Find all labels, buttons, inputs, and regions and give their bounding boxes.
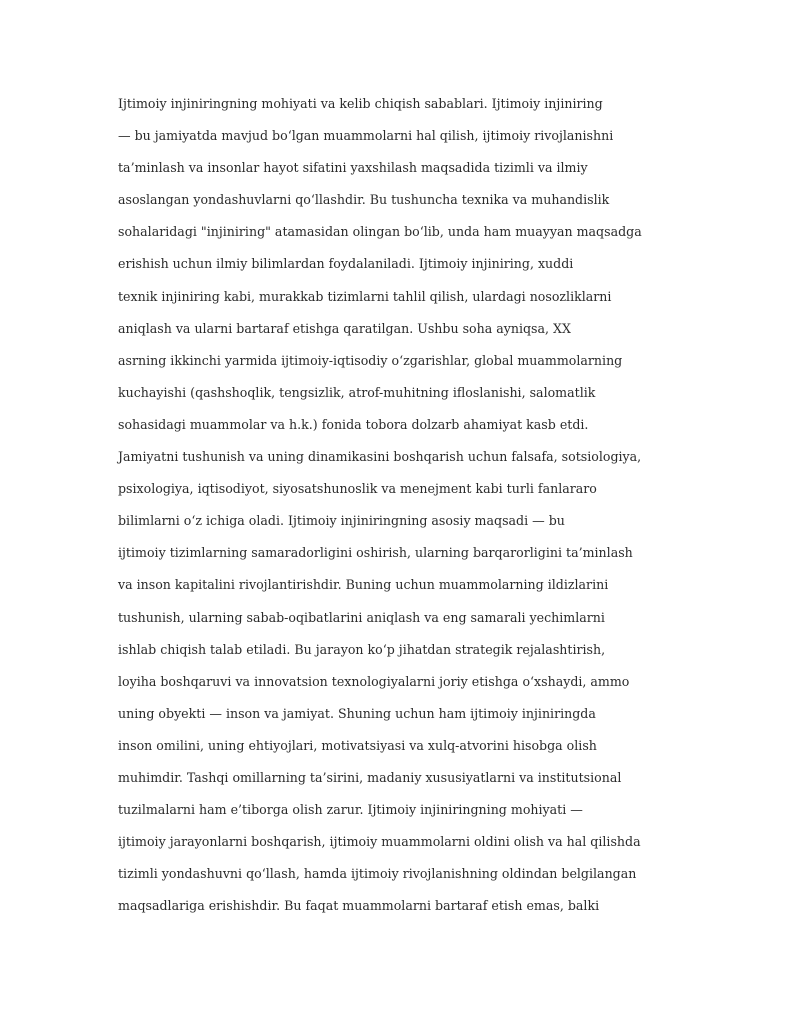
text-line: uning obyekti — inson va jamiyat. Shuning uchun ham ijtimoiy injiniringda [118,705,596,721]
text-line: maqsadlariga erishishdir. Bu faqat muammolarni bartaraf etish emas, balki [118,898,600,914]
text-line: — bu jamiyatda mavjud bo‘lgan muammolarni hal qilish, ijtimoiy rivojlanishni [118,128,614,144]
text-line: sohalaridagi "injiniring" atamasidan olingan bo‘lib, unda ham muayyan maqsadga [118,224,642,240]
text-line: asrning ikkinchi yarmida ijtimoiy-iqtisodiy o‘zgarishlar, global muammolarning [118,352,623,368]
text-line: Ijtimoiy injiniringning mohiyati va kelib chiqish sabablari. Ijtimoiy injiniring [118,96,603,111]
text-line: asoslangan yondashuvlarni qo‘llashdir. Bu tushuncha texnika va muhandislik [118,192,610,208]
text-line: sohasidagi muammolar va h.k.) fonida tobora dolzarb ahamiyat kasb etdi. [118,416,589,432]
body-paragraph [118,88,642,922]
text-line: aniqlash va ularni bartaraf etishga qaratilgan. Ushbu soha ayniqsa, XX [118,320,571,336]
text-line: erishish uchun ilmiy bilimlardan foydalaniladi. Ijtimoiy injiniring, xuddi [118,256,574,272]
text-line: tuzilmalarni ham e’tiborga olish zarur. Ijtimoiy injiniringning mohiyati — [118,802,583,818]
text-line: va inson kapitalini rivojlantirishdir. Buning uchun muammolarning ildizlarini [118,577,609,593]
text-line: ijtimoiy jarayonlarni boshqarish, ijtimoiy muammolarni oldini olish va hal qilishda [118,834,641,850]
text-line: Jamiyatni tushunish va uning dinamikasini boshqarish uchun falsafa, sotsiologiya, [118,449,642,465]
text-line: inson omilini, uning ehtiyojlari, motivatsiyasi va xulq-atvorini hisobga olish [118,737,597,753]
text-line: muhimdir. Tashqi omillarning ta’sirini, madaniy xususiyatlarni va institutsional [118,769,622,785]
text-line: ishlab chiqish talab etiladi. Bu jarayon ko‘p jihatdan strategik rejalashtirish, [118,641,606,657]
text-line: tizimli yondashuvni qo‘llash, hamda ijtimoiy rivojlanishning oldindan belgilangan [118,866,637,882]
text-line: ijtimoiy tizimlarning samaradorligini oshirish, ularning barqarorligini ta’minlash [118,545,633,561]
text-line: bilimlarni o‘z ichiga oladi. Ijtimoiy injiniringning asosiy maqsadi — bu [118,513,565,529]
text-line: tushunish, ularning sabab-oqibatlarini aniqlash va eng samarali yechimlarni [118,609,605,625]
text-line: kuchayishi (qashshoqlik, tengsizlik, atrof-muhitning ifloslanishi, salomatlik [118,384,596,400]
text-line: psixologiya, iqtisodiyot, siyosatshunoslik va menejment kabi turli fanlararo [118,481,597,497]
text-line: ta’minlash va insonlar hayot sifatini yaxshilash maqsadida tizimli va ilmiy [118,160,588,176]
text-line: texnik injiniring kabi, murakkab tizimlarni tahlil qilish, ulardagi nosozliklarni [118,288,612,304]
text-line: loyiha boshqaruvi va innovatsion texnologiyalarni joriy etishga o‘xshaydi, ammo [118,673,630,689]
